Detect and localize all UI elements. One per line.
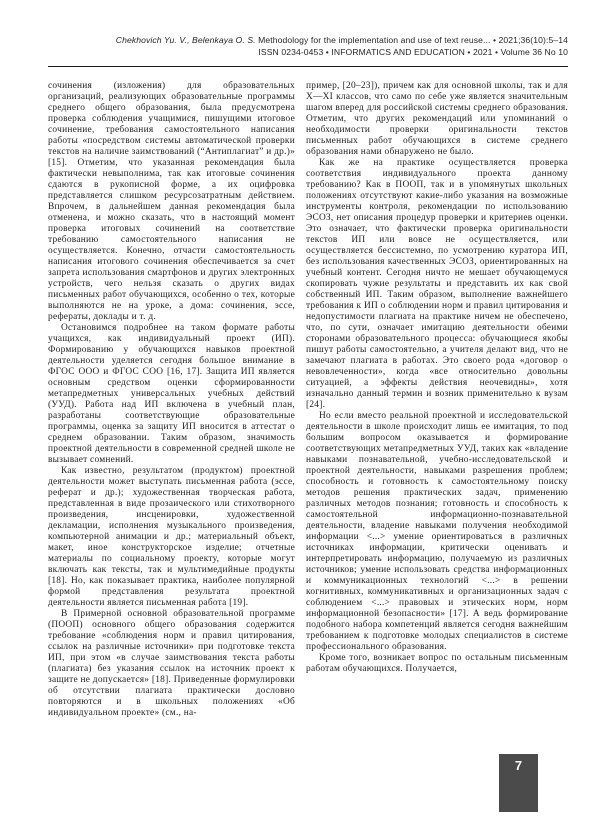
left-column	[48, 81, 295, 751]
paragraph: сочинения (изложения) для образовательных организаций, реализующих образовательные программы среднего общего образования, была предусмотрена проверка соблюдения учащимися, пишущими итоговое сочинение, требования самостоятельного написания работы «посредством системы автоматической проверки текстов на наличие заимствований (“Антиплагиат” и др.)» [15]. Отметим, что указанная рекомендация была фактически невыполнима, так как итоговые сочинения сдаются в рукописной форме, а их оцифровка представляется слишком ресурсозатратным действием. Впрочем, в дальнейшем данная рекомендация была отменена, и можно сказать, что в настоящий момент проверка итоговых сочинений на соответствие требованию самостоятельного написания не осуществляется. Конечно, отчасти самостоятельность написания итогового сочинения обеспечивается за счет запрета использования смартфонов и других электронных устройств, чего нельзя сказать о других видах письменных работ обучающихся, особенно о тех, которые выполняются не на уроке, а дома: сочинения, эссе, рефераты, доклады и т. д.	[48, 81, 295, 322]
header-rule	[48, 66, 568, 67]
running-head-citation: Methodology for the implementation and use of text reuse... • 2021;36(10):5–14	[255, 35, 568, 45]
paragraph: В Примерной основной образовательной программе (ПООП) основного общего образования содержится требование «соблюдения норм и правил цитирования, ссылок на различные источники» при подготовке текста ИП, при этом «в случае заимствования текста работы (плагиата) без указания ссылок на источник проект к защите не допускается» [18]. Приведенные формулировки об отсутствии плагиата практически дословно повторяются и в школьных положениях «Об индивидуальном проекте» (см., на-	[48, 609, 295, 718]
running-head-issn-line: ISSN 0234-0453 • INFORMATICS AND EDUCATION • 2021 • Volume 36 No 10	[258, 46, 568, 57]
running-head-citation-line	[48, 35, 568, 47]
paragraph: Но если вместо реальной проектной и исследовательской деятельности в школе происходит лишь ее имитация, то под большим вопросом оказывается и формирование соответствующих метапредметных УУД, таких как «владение навыками познавательной, учебно-исследовательской и проектной деятельности, навыками разрешения проблем; способность и готовность к самостоятельному поиску методов решения практических задач, применению различных методов познания; готовность и способность к самостоятельной информационно-познавательной деятельности, владение навыками получения необходимой информации <...> умение ориентироваться в различных источниках информации, критически оценивать и интерпретировать информацию, получаемую из различных источников; умение использовать средства информационных и коммуникационных технологий <...> в решении когнитивных, коммуникативных и организационных задач с соблюдением <...> правовых и этических норм, норм информационной безопасности» [17]. А ведь формирование подобного набора компетенций является сегодня важнейшим требованием к подготовке молодых специалистов в системе профессионального образования.	[306, 411, 568, 652]
right-column	[306, 81, 568, 751]
article-body	[48, 81, 568, 751]
paragraph: Остановимся подробнее на таком формате работы учащихся, как индивидуальный проект (ИП). Формированию у обучающихся навыков проектной деятельности уделяется сегодня большое внимание в ФГОС ООО и ФГОС СОО [16, 17]. Защита ИП является основным средством оценки сформированности метапредметных универсальных учебных действий (УУД). Работа над ИП включена в учебный план, разработаны соответствующие образовательные программы, оценка за защиту ИП вносится в аттестат о среднем образовании. Таким образом, значимость проектной деятельности в современной средней школе не вызывает сомнений.	[48, 323, 295, 465]
paragraph: Кроме того, возникает вопрос по остальным письменным работам обучающихся. Получается,	[306, 653, 568, 674]
page-number: 7	[514, 758, 523, 773]
page-number-box	[499, 754, 538, 812]
running-head	[48, 35, 568, 58]
paragraph: Как же на практике осуществляется проверка соответствия индивидуального проекта данному требованию? Как в ПООП, так и в упомянутых школьных положениях отсутствуют какие-либо указания на возможные инструменты контроля, рекомендации по использованию ЭСОЗ, нет описания процедур проверки и критериев оценки. Это означает, что фактически проверка оригинальности текстов ИП или вовсе не осуществляется, или осуществляется бессистемно, по усмотрению куратора ИП, без использования качественных ЭСОЗ, ориентированных на учебный контент. Сегодня ничто не мешает обучающемуся скопировать чужие результаты и представить их как свой собственный ИП. Таким образом, выполнение важнейшего требования к ИП о соблюдении норм и правил цитирования и недопустимости плагиата на практике ничем не обеспечено, что, по сути, означает имитацию деятельности обеими сторонами образовательного процесса: обучающиеся якобы пишут работы самостоятельно, а учителя делают вид, что не замечают плагиата в работах. Это своего рода «договор о невовлеченности», когда «все относительно довольны ситуацией, а эффекты действия неочевидны», хотя изначально данный термин и возник применительно к вузам [24].	[306, 158, 568, 410]
running-head-authors: Chekhovich Yu. V., Belenkaya O. S.	[115, 35, 256, 45]
paragraph: пример, [20–23]), причем как для основной школы, так и для X—XI классов, что само по себе уже является значительным шагом вперед для российской системы среднего образования. Отметим, что других рекомендаций или упоминаний о необходимости проверки оригинальности текстов письменных работ обучающихся в системе среднего образования нами обнаружено не было.	[306, 81, 568, 157]
paragraph: Как известно, результатом (продуктом) проектной деятельности может выступать письменная работа (эссе, реферат и др.); художественная творческая работа, представленная в виде прозаического или стихотворного произведения, инсценировки, художественной декламации, исполнения музыкального произведения, компьютерной анимации и др.; материальный объект, макет, иное конструкторское изделие; отчетные материалы по социальному проекту, которые могут включать как тексты, так и мультимедийные продукты [18]. Но, как показывает практика, наиболее популярной формой представления результата проектной деятельности является письменная работа [19].	[48, 466, 295, 608]
